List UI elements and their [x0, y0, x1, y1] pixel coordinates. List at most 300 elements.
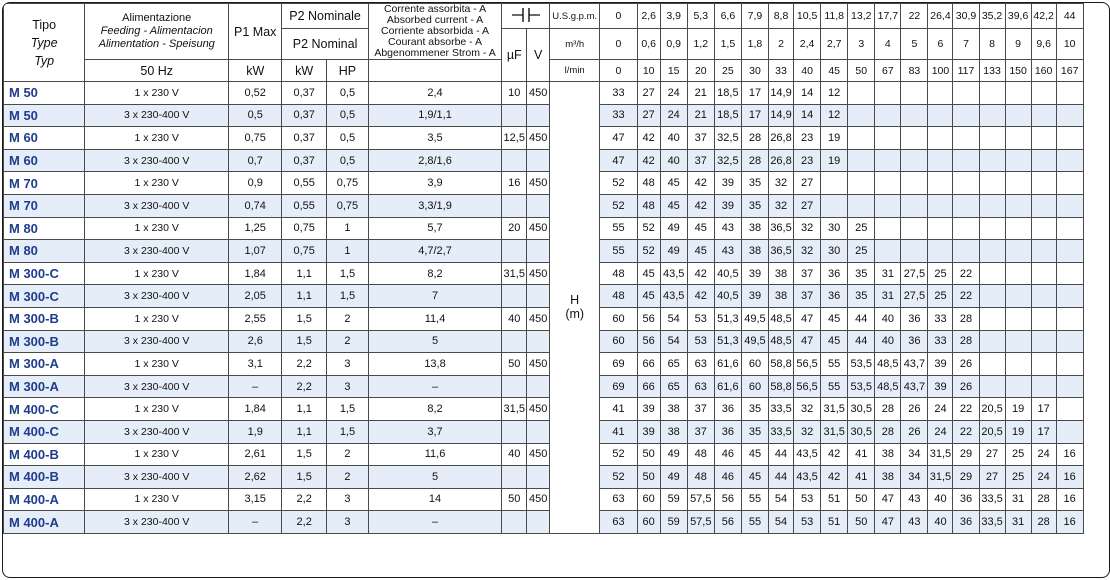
- head-value: 48,5: [769, 307, 794, 330]
- head-value: 14,9: [769, 82, 794, 105]
- p2-kw-value: 0,75: [282, 217, 327, 240]
- feeding-value: 1 x 230 V: [85, 443, 229, 466]
- head-value: 38: [769, 285, 794, 308]
- head-value: 69: [600, 353, 638, 376]
- type-header-en: Type: [30, 35, 58, 50]
- head-value: [979, 330, 1005, 353]
- capacitor-v-value: 450: [527, 488, 550, 511]
- head-value: [901, 104, 928, 127]
- head-value: 28: [741, 149, 768, 172]
- flow-gpm-17: 44: [1056, 4, 1083, 29]
- head-value: 22: [953, 285, 979, 308]
- p1-value: 2,61: [229, 443, 282, 466]
- table-row: [4, 82, 1109, 105]
- flow-lmin-17: 167: [1056, 60, 1083, 82]
- head-value: 33,5: [769, 420, 794, 443]
- head-value: 40,5: [714, 285, 741, 308]
- flow-m3h-6: 2: [769, 29, 794, 60]
- head-value: [1056, 217, 1083, 240]
- feeding-value: 3 x 230-400 V: [85, 330, 229, 353]
- head-value: [1031, 375, 1056, 398]
- head-value: 43,7: [901, 353, 928, 376]
- head-value: 16: [1056, 511, 1083, 534]
- head-value: 53: [687, 330, 714, 353]
- head-value: 45: [637, 285, 660, 308]
- head-value: 37: [687, 398, 714, 421]
- head-value: [979, 217, 1005, 240]
- head-value: 54: [769, 488, 794, 511]
- head-value: 48: [687, 466, 714, 489]
- pump-performance-table-frame: [2, 2, 1110, 578]
- capacitor-uf-value: [502, 194, 527, 217]
- head-value: [848, 127, 875, 150]
- p2-hp-value: 3: [327, 353, 369, 376]
- current-value: 2,4: [368, 82, 501, 105]
- head-value: [979, 127, 1005, 150]
- current-value: 5: [368, 330, 501, 353]
- p1-value: –: [229, 375, 282, 398]
- feeding-value: 3 x 230-400 V: [85, 194, 229, 217]
- head-value: [1056, 104, 1083, 127]
- flow-gpm-13: 30,9: [953, 4, 979, 29]
- flow-lmin-3: 20: [687, 60, 714, 82]
- head-value: 36: [714, 398, 741, 421]
- head-value: 27: [637, 104, 660, 127]
- feeding-value: 1 x 230 V: [85, 353, 229, 376]
- head-value: [979, 104, 1005, 127]
- head-value: [875, 217, 901, 240]
- head-value: 36: [901, 307, 928, 330]
- current-value: 4,7/2,7: [368, 240, 501, 263]
- capacitor-uf-value: 20: [502, 217, 527, 240]
- head-value: [1005, 307, 1031, 330]
- model-name: M 80: [4, 240, 85, 263]
- head-value: 41: [848, 466, 875, 489]
- capacitor-uf-value: [502, 466, 527, 489]
- current-value: 8,2: [368, 398, 501, 421]
- head-value: [1005, 262, 1031, 285]
- head-value: 26,8: [769, 149, 794, 172]
- model-name: M 400-B: [4, 443, 85, 466]
- head-value: 31: [1005, 511, 1031, 534]
- current-unit-blank: [368, 60, 501, 82]
- head-value: 42: [687, 285, 714, 308]
- feeding-value: 3 x 230-400 V: [85, 511, 229, 534]
- head-value: 42: [687, 262, 714, 285]
- capacitor-v-value: 450: [527, 443, 550, 466]
- head-value: 24: [928, 398, 953, 421]
- head-value: 52: [637, 217, 660, 240]
- head-value: 38: [875, 443, 901, 466]
- head-value: 56,5: [794, 353, 821, 376]
- current-value: 5: [368, 466, 501, 489]
- head-value: 35: [741, 420, 768, 443]
- head-value: 23: [794, 127, 821, 150]
- head-value: 30: [821, 240, 848, 263]
- head-value: 56: [637, 330, 660, 353]
- head-value: 43: [901, 488, 928, 511]
- head-value: 54: [769, 511, 794, 534]
- head-value: 40: [660, 149, 687, 172]
- head-value: 19: [821, 127, 848, 150]
- head-value: 28: [953, 330, 979, 353]
- flow-lmin-6: 33: [769, 60, 794, 82]
- head-value: [953, 82, 979, 105]
- p2-kw-value: 0,37: [282, 82, 327, 105]
- head-value: 45: [660, 172, 687, 195]
- head-value: 33: [928, 307, 953, 330]
- flow-gpm-16: 42,2: [1031, 4, 1056, 29]
- head-value: 29: [953, 466, 979, 489]
- head-value: 56: [637, 307, 660, 330]
- head-value: 41: [848, 443, 875, 466]
- head-value: [901, 149, 928, 172]
- current-value: 2,8/1,6: [368, 149, 501, 172]
- flow-m3h-7: 2,4: [794, 29, 821, 60]
- p2-hp-value: 0,5: [327, 104, 369, 127]
- current-value: 5,7: [368, 217, 501, 240]
- head-value: 48: [637, 194, 660, 217]
- head-value: 24: [928, 420, 953, 443]
- head-value: [875, 172, 901, 195]
- capacitor-v-value: [527, 240, 550, 263]
- head-value: 35: [741, 194, 768, 217]
- head-value: [1056, 307, 1083, 330]
- head-value: 51: [821, 511, 848, 534]
- p1-value: 1,84: [229, 398, 282, 421]
- head-value: 58,8: [769, 353, 794, 376]
- head-value: 33,5: [979, 488, 1005, 511]
- current-value: 8,2: [368, 262, 501, 285]
- pump-rows: [4, 82, 1109, 534]
- head-value: 38: [875, 466, 901, 489]
- head-value: 60: [637, 488, 660, 511]
- feeding-value: 1 x 230 V: [85, 262, 229, 285]
- p2-kw-value: 0,75: [282, 240, 327, 263]
- head-value: [875, 127, 901, 150]
- feeding-header: [85, 4, 229, 60]
- model-name: M 50: [4, 82, 85, 105]
- flow-lmin-1: 10: [637, 60, 660, 82]
- head-value: 42: [821, 466, 848, 489]
- head-value: [1005, 240, 1031, 263]
- model-name: M 300-B: [4, 330, 85, 353]
- head-value: 43: [714, 217, 741, 240]
- head-value: 31,5: [928, 443, 953, 466]
- head-value: 44: [848, 307, 875, 330]
- capacitor-uf-value: [502, 330, 527, 353]
- p2-kw-value: 1,5: [282, 307, 327, 330]
- flow-lmin-11: 83: [901, 60, 928, 82]
- head-value: 42: [687, 172, 714, 195]
- head-value: 49: [660, 466, 687, 489]
- head-value: [928, 82, 953, 105]
- head-value: 43,5: [660, 285, 687, 308]
- flow-m3h-15: 9: [1005, 29, 1031, 60]
- p1-value: 0,5: [229, 104, 282, 127]
- p2-kw-value: 0,37: [282, 104, 327, 127]
- head-value: [1005, 217, 1031, 240]
- head-value: 14: [794, 82, 821, 105]
- head-value: [848, 149, 875, 172]
- model-name: M 400-B: [4, 466, 85, 489]
- head-value: 63: [687, 375, 714, 398]
- head-value: 35: [848, 285, 875, 308]
- flow-m3h-17: 10: [1056, 29, 1083, 60]
- head-value: 52: [637, 240, 660, 263]
- p1-value: 1,9: [229, 420, 282, 443]
- flow-lmin-0: 0: [600, 60, 638, 82]
- head-value: 49,5: [741, 330, 768, 353]
- head-value: [1056, 240, 1083, 263]
- flow-gpm-14: 35,2: [979, 4, 1005, 29]
- capacitor-v-value: 450: [527, 127, 550, 150]
- head-value: [848, 82, 875, 105]
- head-value: [928, 217, 953, 240]
- current-value: 7: [368, 285, 501, 308]
- p2-hp-value: 2: [327, 466, 369, 489]
- p1-value: 1,25: [229, 217, 282, 240]
- head-value: 42: [821, 443, 848, 466]
- head-value: 47: [794, 330, 821, 353]
- current-value: 11,4: [368, 307, 501, 330]
- p1-value: 1,84: [229, 262, 282, 285]
- head-value: 44: [769, 466, 794, 489]
- capacitor-uf-value: [502, 285, 527, 308]
- head-value: [875, 240, 901, 263]
- flow-gpm-1: 2,6: [637, 4, 660, 29]
- head-value: [1005, 104, 1031, 127]
- head-value: 42: [637, 127, 660, 150]
- head-value: [1031, 104, 1056, 127]
- model-name: M 400-A: [4, 488, 85, 511]
- head-value: 17: [1031, 398, 1056, 421]
- head-value: [1031, 353, 1056, 376]
- feeding-value: 1 x 230 V: [85, 172, 229, 195]
- capacitor-v-value: 450: [527, 172, 550, 195]
- head-value: 19: [1005, 398, 1031, 421]
- p2-hp-value: 2: [327, 443, 369, 466]
- model-name: M 300-B: [4, 307, 85, 330]
- head-value: [848, 172, 875, 195]
- flow-gpm-3: 5,3: [687, 4, 714, 29]
- unit-gpm: U.S.g.p.m.: [550, 4, 600, 29]
- p1-value: 0,52: [229, 82, 282, 105]
- head-value: [1031, 240, 1056, 263]
- head-value: 21: [687, 82, 714, 105]
- flow-m3h-3: 1,2: [687, 29, 714, 60]
- p2-hp-value: 2: [327, 307, 369, 330]
- head-value: 36: [714, 420, 741, 443]
- feeding-header-en-es: Feeding - Alimentacion: [100, 25, 213, 37]
- head-value: [1031, 262, 1056, 285]
- head-value: [1056, 285, 1083, 308]
- head-value: 27: [794, 172, 821, 195]
- feeding-header-it: Alimentazione: [122, 12, 192, 24]
- capacitor-v-value: [527, 330, 550, 353]
- p2-hp-value: 1,5: [327, 262, 369, 285]
- p2-kw-value: 2,2: [282, 353, 327, 376]
- flow-lmin-5: 30: [741, 60, 768, 82]
- head-value: 41: [600, 398, 638, 421]
- p2-nominal-header: P2 Nominale: [282, 4, 369, 29]
- feeding-frequency-header: 50 Hz: [85, 60, 229, 82]
- current-label-it: Corrente assorbita - A: [383, 3, 487, 15]
- head-value: 30,5: [848, 420, 875, 443]
- head-value: [1031, 330, 1056, 353]
- head-value: [979, 262, 1005, 285]
- head-value: [821, 194, 848, 217]
- flow-lmin-12: 100: [928, 60, 953, 82]
- pump-performance-table: [3, 3, 1109, 534]
- head-value: 26: [901, 398, 928, 421]
- flow-lmin-13: 117: [953, 60, 979, 82]
- p2-kw-value: 2,2: [282, 375, 327, 398]
- head-value: 35: [741, 398, 768, 421]
- type-header-de: Typ: [34, 53, 55, 68]
- capacitor-uf-value: 50: [502, 488, 527, 511]
- p2-hp-value: 0,75: [327, 172, 369, 195]
- feeding-value: 1 x 230 V: [85, 398, 229, 421]
- head-value: 27,5: [901, 285, 928, 308]
- head-value: 28: [741, 127, 768, 150]
- head-value: [1056, 330, 1083, 353]
- head-value: [1005, 353, 1031, 376]
- head-value: [1005, 194, 1031, 217]
- model-name: M 80: [4, 217, 85, 240]
- head-value: 33: [600, 104, 638, 127]
- head-value: 38: [660, 398, 687, 421]
- head-value: 39: [637, 398, 660, 421]
- head-value: 38: [660, 420, 687, 443]
- model-name: M 400-A: [4, 511, 85, 534]
- capacitor-v-value: 450: [527, 307, 550, 330]
- head-unit: (m): [565, 307, 585, 322]
- head-value: [928, 240, 953, 263]
- flow-gpm-0: 0: [600, 4, 638, 29]
- p1-value: 0,74: [229, 194, 282, 217]
- head-value: [1031, 194, 1056, 217]
- head-value: 28: [875, 398, 901, 421]
- head-value: 12: [821, 82, 848, 105]
- head-value: 43,5: [660, 262, 687, 285]
- flow-lmin-15: 150: [1005, 60, 1031, 82]
- head-value: 57,5: [687, 511, 714, 534]
- head-value: 18,5: [714, 104, 741, 127]
- head-value: 28: [1031, 488, 1056, 511]
- head-value: 59: [660, 488, 687, 511]
- head-value: [875, 82, 901, 105]
- head-value: 31,5: [928, 466, 953, 489]
- capacitor-uf-value: [502, 511, 527, 534]
- head-value: 49: [660, 217, 687, 240]
- current-value: –: [368, 375, 501, 398]
- head-value: 44: [769, 443, 794, 466]
- p2-kw-value: 1,5: [282, 330, 327, 353]
- head-value: 32: [769, 172, 794, 195]
- head-value: 47: [875, 488, 901, 511]
- head-value: 49: [660, 240, 687, 263]
- capacitor-uf-value: 40: [502, 307, 527, 330]
- head-value: 43,7: [901, 375, 928, 398]
- current-value: 14: [368, 488, 501, 511]
- head-value: [901, 127, 928, 150]
- head-value: 37: [687, 127, 714, 150]
- head-value: 17: [1031, 420, 1056, 443]
- head-value: 38: [769, 262, 794, 285]
- head-value: 19: [821, 149, 848, 172]
- p2-kw-value: 1,1: [282, 262, 327, 285]
- head-value: 47: [600, 149, 638, 172]
- flow-m3h-2: 0,9: [660, 29, 687, 60]
- head-value: [979, 194, 1005, 217]
- p1-max-header: P1 Max: [229, 4, 282, 60]
- p1-value: 2,62: [229, 466, 282, 489]
- head-value: [1031, 307, 1056, 330]
- feeding-value: 3 x 230-400 V: [85, 240, 229, 263]
- p2-nominal-header-en: P2 Nominal: [282, 29, 369, 60]
- head-value: 36,5: [769, 240, 794, 263]
- head-value: 54: [660, 330, 687, 353]
- p2-kw-value: 0,37: [282, 149, 327, 172]
- head-value: [848, 194, 875, 217]
- head-value: 21: [687, 104, 714, 127]
- head-value: 26: [953, 353, 979, 376]
- head-value: [928, 127, 953, 150]
- head-value: [875, 194, 901, 217]
- head-value: [928, 104, 953, 127]
- head-value: 32: [794, 398, 821, 421]
- head-value: 34: [901, 466, 928, 489]
- current-value: 1,9/1,1: [368, 104, 501, 127]
- head-value: 27: [794, 194, 821, 217]
- head-value: 31: [1005, 488, 1031, 511]
- p1-value: 1,07: [229, 240, 282, 263]
- model-name: M 50: [4, 104, 85, 127]
- p2-hp-value: 1: [327, 217, 369, 240]
- head-value: 60: [741, 353, 768, 376]
- p1-value: 2,05: [229, 285, 282, 308]
- capacitor-uf-header: µF: [502, 29, 527, 82]
- head-value: [901, 82, 928, 105]
- head-value: 14,9: [769, 104, 794, 127]
- flow-m3h-4: 1,5: [714, 29, 741, 60]
- head-value: 39: [714, 172, 741, 195]
- p2-hp-value: 3: [327, 488, 369, 511]
- head-value: 43,5: [794, 443, 821, 466]
- flow-gpm-15: 39,6: [1005, 4, 1031, 29]
- capacitor-uf-value: 10: [502, 82, 527, 105]
- head-value: [901, 240, 928, 263]
- p2-hp-value: 0,5: [327, 127, 369, 150]
- head-value: [1056, 398, 1083, 421]
- head-value: 20,5: [979, 398, 1005, 421]
- head-value: 60: [741, 375, 768, 398]
- current-value: 11,6: [368, 443, 501, 466]
- flow-m3h-8: 2,7: [821, 29, 848, 60]
- head-value: 52: [600, 466, 638, 489]
- model-name: M 60: [4, 127, 85, 150]
- capacitor-uf-value: [502, 149, 527, 172]
- head-value: 41: [600, 420, 638, 443]
- head-value: 22: [953, 262, 979, 285]
- p2-kw-value: 2,2: [282, 488, 327, 511]
- head-value: 27: [979, 443, 1005, 466]
- head-value: 36: [953, 488, 979, 511]
- capacitor-uf-value: [502, 375, 527, 398]
- head-value: 48,5: [875, 353, 901, 376]
- current-value: 3,5: [368, 127, 501, 150]
